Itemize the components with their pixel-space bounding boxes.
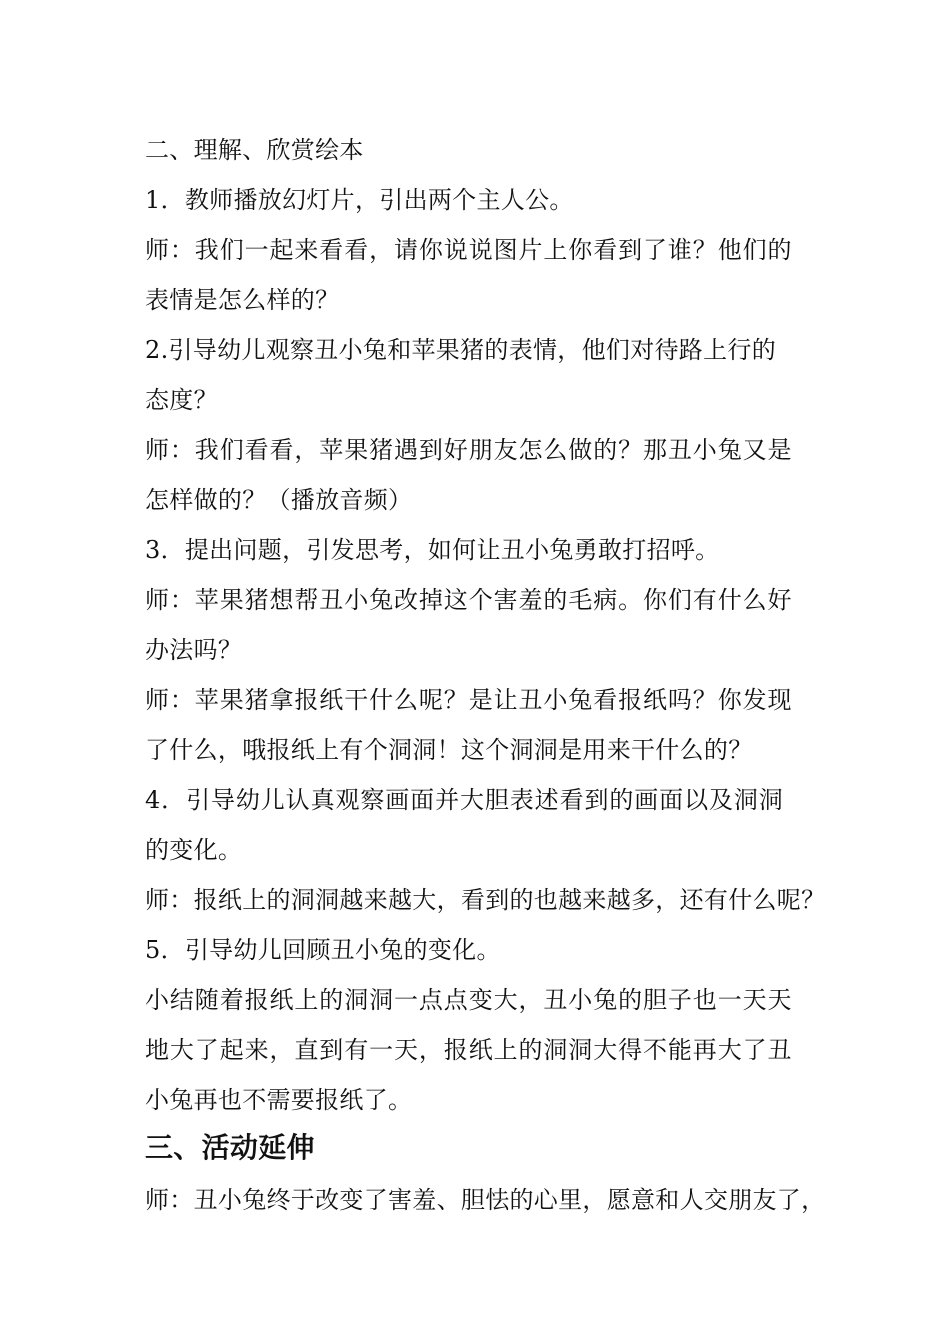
- step-2b: 态度？: [145, 386, 218, 414]
- step-4b: 的变化。: [145, 836, 243, 864]
- section-heading-3: 三、活动延伸: [145, 1131, 315, 1164]
- step-1: 1．教师播放幻灯片，引出两个主人公。: [145, 186, 574, 214]
- teacher-line-2a: 师：我们看看，苹果猪遇到好朋友怎么做的？那丑小兔又是: [145, 436, 793, 464]
- step-2a: 2.引导幼儿观察丑小兔和苹果猪的表情，他们对待路上行的: [145, 336, 776, 364]
- summary-line-a: 小结随着报纸上的洞洞一点点变大，丑小兔的胆子也一天天: [145, 986, 793, 1014]
- teacher-line-6: 师：丑小兔终于改变了害羞、胆怯的心里，愿意和人交朋友了，: [145, 1186, 826, 1214]
- teacher-line-1a: 师：我们一起来看看，请你说说图片上你看到了谁？他们的: [145, 236, 793, 264]
- teacher-line-2b: 怎样做的？（播放音频）: [145, 486, 413, 514]
- teacher-line-5: 师：报纸上的洞洞越来越大，看到的也越来越多，还有什么呢？: [145, 886, 826, 914]
- teacher-line-3b: 办法吗？: [145, 636, 243, 664]
- step-3: 3．提出问题，引发思考，如何让丑小兔勇敢打招呼。: [145, 536, 720, 564]
- summary-line-c: 小兔再也不需要报纸了。: [145, 1086, 413, 1114]
- teacher-line-4a: 师：苹果猪拿报纸干什么呢？是让丑小兔看报纸吗？你发现: [145, 686, 793, 714]
- teacher-line-4b: 了什么，哦报纸上有个洞洞！这个洞洞是用来干什么的？: [145, 736, 753, 764]
- step-5: 5．引导幼儿回顾丑小兔的变化。: [145, 936, 501, 964]
- teacher-line-1b: 表情是怎么样的？: [145, 286, 340, 314]
- summary-line-b: 地大了起来，直到有一天，报纸上的洞洞大得不能再大了丑: [145, 1036, 793, 1064]
- section-heading-2: 二、理解、欣赏绘本: [145, 136, 364, 164]
- step-4a: 4．引导幼儿认真观察画面并大胆表述看到的画面以及洞洞: [145, 786, 784, 814]
- teacher-line-3a: 师：苹果猪想帮丑小兔改掉这个害羞的毛病。你们有什么好: [145, 586, 793, 614]
